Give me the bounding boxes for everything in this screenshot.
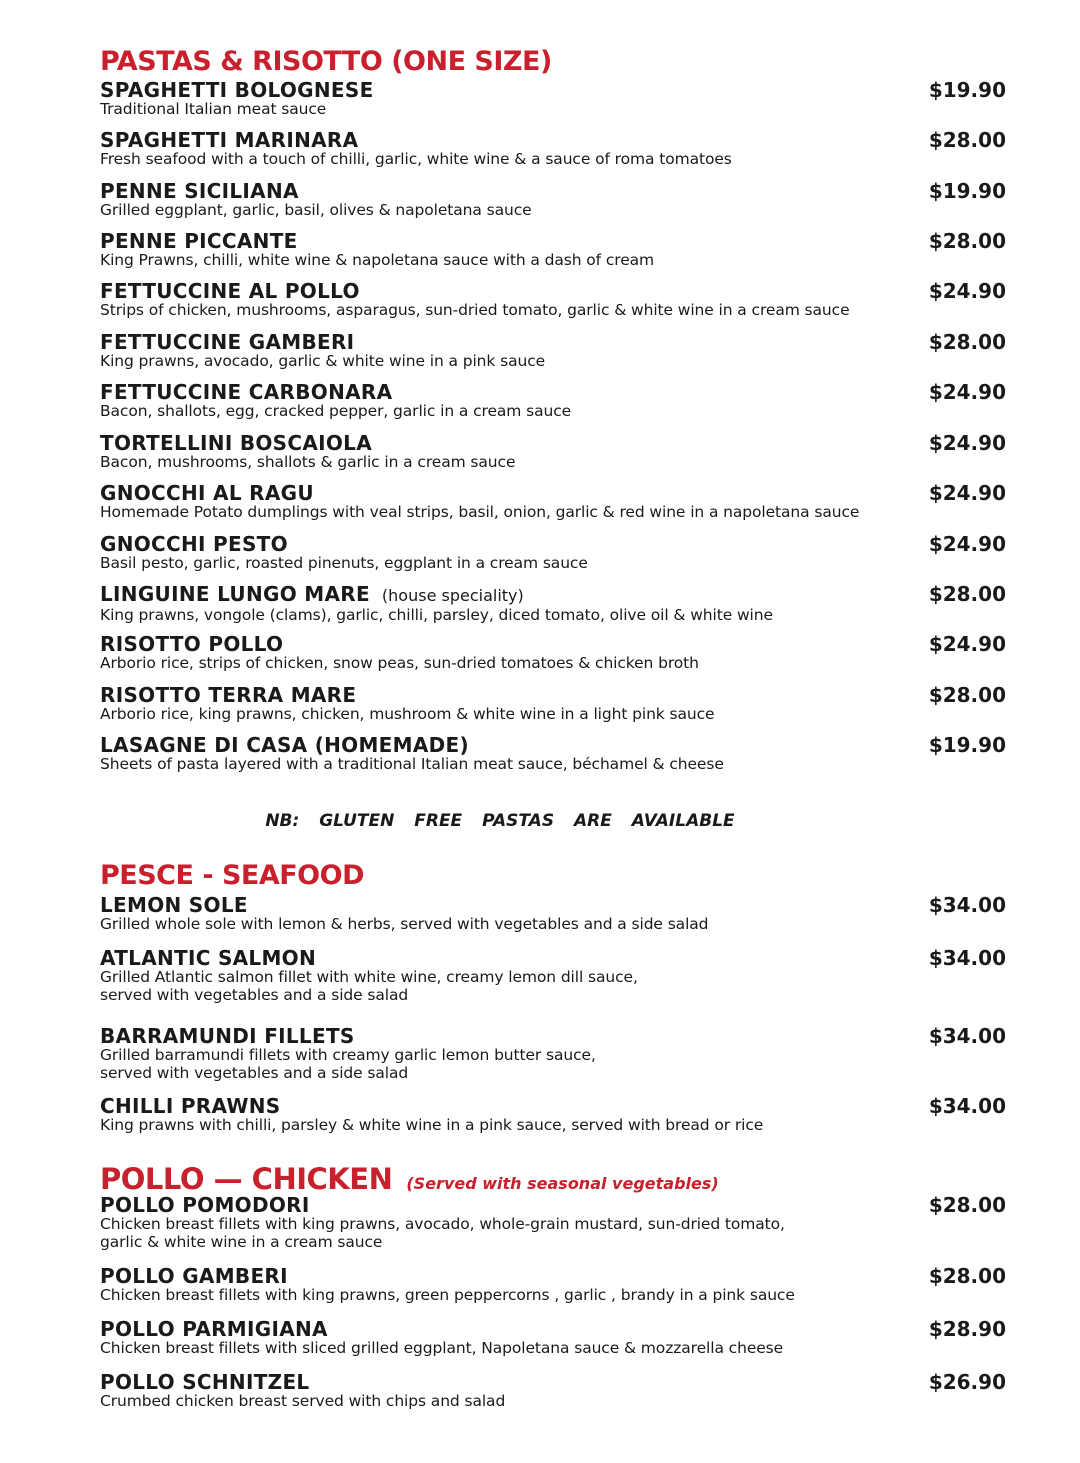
menu-item-name: [100, 332, 1010, 352]
menu-item-name-text: BARRAMUNDI FILLETS: [100, 1024, 355, 1048]
menu-item-name-text: LEMON SOLE: [100, 893, 248, 917]
menu-item-description: Arborio rice, strips of chicken, snow peas, sun-dried tomatoes & chicken broth: [100, 654, 699, 672]
menu-item-name: [100, 433, 1010, 453]
menu-item-name-text: FETTUCCINE GAMBERI: [100, 330, 355, 354]
menu-item: [100, 1266, 1010, 1304]
menu-item-price: $34.00: [928, 1024, 1006, 1048]
menu-item-price: $34.00: [928, 1094, 1006, 1118]
menu-item-description: garlic & white wine in a cream sauce: [100, 1233, 383, 1251]
menu-item: [100, 483, 1010, 521]
menu-item-name: [100, 231, 1010, 251]
menu-item-description: Fresh seafood with a touch of chilli, garlic, white wine & a sauce of roma tomatoes: [100, 150, 732, 168]
menu-item: [100, 948, 1010, 1004]
menu-item-price: $28.00: [928, 1264, 1006, 1288]
menu-item: [100, 231, 1010, 269]
menu-item: [100, 130, 1010, 168]
menu-item: [100, 382, 1010, 420]
seafood-section-title: PESCE - SEAFOOD: [100, 860, 364, 891]
menu-item-note: (house speciality): [381, 586, 524, 605]
menu-item-name: [100, 1096, 1010, 1116]
menu-item-price: $19.90: [928, 733, 1006, 757]
menu-item-price: $24.90: [928, 632, 1006, 656]
menu-item-name-text: POLLO POMODORI: [100, 1193, 310, 1217]
menu-item-price: $28.00: [928, 1193, 1006, 1217]
menu-item: [100, 634, 1010, 672]
menu-item-name: [100, 584, 1010, 606]
menu-item-description: King Prawns, chilli, white wine & napoletana sauce with a dash of cream: [100, 251, 655, 269]
menu-item-price: $24.90: [928, 481, 1006, 505]
menu-item-name: [100, 281, 1010, 301]
chicken-section-label: POLLO — CHICKEN: [100, 1162, 393, 1196]
menu-item-price: $19.90: [928, 78, 1006, 102]
menu-item-name-text: PENNE SICILIANA: [100, 179, 299, 203]
menu-item-description: King prawns, vongole (clams), garlic, chilli, parsley, diced tomato, olive oil & white wine: [100, 606, 773, 624]
menu-item-price: $28.00: [928, 582, 1006, 606]
menu-item-description: Basil pesto, garlic, roasted pinenuts, eggplant in a cream sauce: [100, 554, 588, 572]
menu-item: [100, 80, 1010, 118]
menu-item-price: $24.90: [928, 380, 1006, 404]
menu-item: [100, 534, 1010, 572]
menu-item-description: served with vegetables and a side salad: [100, 986, 409, 1004]
menu-item-name-text: RISOTTO TERRA MARE: [100, 683, 357, 707]
menu-item-name-text: RISOTTO POLLO: [100, 632, 284, 656]
menu-item: [100, 1319, 1010, 1357]
menu-item-description: Grilled Atlantic salmon fillet with white wine, creamy lemon dill sauce,: [100, 968, 638, 986]
menu-item-price: $26.90: [928, 1370, 1006, 1394]
menu-item-name-text: TORTELLINI BOSCAIOLA: [100, 431, 372, 455]
menu-item-name: [100, 1266, 1010, 1286]
menu-item-name: [100, 735, 1010, 755]
menu-item-name-text: FETTUCCINE CARBONARA: [100, 380, 393, 404]
menu-item: [100, 1026, 1010, 1082]
menu-item: [100, 584, 1010, 624]
menu-item-name-text: LASAGNE DI CASA (HOMEMADE): [100, 733, 469, 757]
menu-item: [100, 735, 1010, 773]
menu-item-description: served with vegetables and a side salad: [100, 1064, 409, 1082]
menu-item-description: Grilled eggplant, garlic, basil, olives & napoletana sauce: [100, 201, 532, 219]
menu-item-name-text: FETTUCCINE AL POLLO: [100, 279, 360, 303]
chicken-section-title: [100, 1162, 719, 1196]
menu-item-price: $34.00: [928, 946, 1006, 970]
menu-item-description: Chicken breast fillets with king prawns, green peppercorns , garlic , brandy in a pink sauce: [100, 1286, 795, 1304]
menu-item-name: [100, 483, 1010, 503]
menu-item: [100, 1372, 1010, 1410]
menu-item-description: Homemade Potato dumplings with veal strips, basil, onion, garlic & red wine in a napoletana sauce: [100, 503, 860, 521]
chicken-section-note: (Served with seasonal vegetables): [406, 1174, 719, 1193]
menu-item: [100, 433, 1010, 471]
menu-item-name-text: POLLO PARMIGIANA: [100, 1317, 328, 1341]
menu-item-name-text: SPAGHETTI MARINARA: [100, 128, 359, 152]
menu-item-name: [100, 685, 1010, 705]
menu-item-description: Crumbed chicken breast served with chips and salad: [100, 1392, 506, 1410]
menu-item-name-text: SPAGHETTI BOLOGNESE: [100, 78, 374, 102]
menu-item-name: [100, 130, 1010, 150]
menu-item-name: [100, 1026, 1010, 1046]
menu-item-name: [100, 1372, 1010, 1392]
menu-item-price: $24.90: [928, 431, 1006, 455]
menu-item: [100, 332, 1010, 370]
menu-item-price: $28.00: [928, 330, 1006, 354]
menu-item-name-text: POLLO GAMBERI: [100, 1264, 288, 1288]
gluten-free-notice: NB: GLUTEN FREE PASTAS ARE AVAILABLE: [265, 811, 735, 831]
menu-item-name-text: PENNE PICCANTE: [100, 229, 298, 253]
menu-item-name: [100, 382, 1010, 402]
menu-item-name: [100, 1319, 1010, 1339]
menu-item-description: King prawns, avocado, garlic & white wine in a pink sauce: [100, 352, 546, 370]
menu-item-price: $24.90: [928, 532, 1006, 556]
menu-item-price: $28.90: [928, 1317, 1006, 1341]
menu-item-name: [100, 1195, 1010, 1215]
menu-item: [100, 1195, 1010, 1251]
menu-item-description: Arborio rice, king prawns, chicken, mushroom & white wine in a light pink sauce: [100, 705, 715, 723]
menu-item-name-text: CHILLI PRAWNS: [100, 1094, 281, 1118]
menu-item: [100, 281, 1010, 319]
menu-item-price: $19.90: [928, 179, 1006, 203]
menu-item-description: Grilled barramundi fillets with creamy garlic lemon butter sauce,: [100, 1046, 596, 1064]
menu-item-price: $28.00: [928, 683, 1006, 707]
menu-item-price: $28.00: [928, 229, 1006, 253]
menu-item-price: $24.90: [928, 279, 1006, 303]
menu-item-name-text: LINGUINE LUNGO MARE: [100, 582, 370, 606]
menu-item-description: Sheets of pasta layered with a traditional Italian meat sauce, béchamel & cheese: [100, 755, 724, 773]
menu-item-description: Chicken breast fillets with king prawns, avocado, whole-grain mustard, sun-dried tomato,: [100, 1215, 785, 1233]
menu-item: [100, 1096, 1010, 1134]
menu-item-description: Chicken breast fillets with sliced grilled eggplant, Napoletana sauce & mozzarella cheese: [100, 1339, 784, 1357]
menu-item-description: Traditional Italian meat sauce: [100, 100, 327, 118]
menu-item: [100, 895, 1010, 933]
menu-item-description: Bacon, mushrooms, shallots & garlic in a cream sauce: [100, 453, 516, 471]
menu-item: [100, 181, 1010, 219]
menu-item-name: [100, 534, 1010, 554]
menu-item-name-text: POLLO SCHNITZEL: [100, 1370, 310, 1394]
menu-item: [100, 685, 1010, 723]
menu-item-name: [100, 80, 1010, 100]
menu-item-name: [100, 895, 1010, 915]
menu-item-name: [100, 634, 1010, 654]
menu-item-description: Grilled whole sole with lemon & herbs, served with vegetables and a side salad: [100, 915, 709, 933]
menu-item-name: [100, 181, 1010, 201]
menu-item-description: Bacon, shallots, egg, cracked pepper, garlic in a cream sauce: [100, 402, 572, 420]
menu-item-name-text: GNOCCHI AL RAGU: [100, 481, 314, 505]
menu-item-description: Strips of chicken, mushrooms, asparagus, sun-dried tomato, garlic & white wine in a cream sauce: [100, 301, 850, 319]
pastas-section-title: PASTAS & RISOTTO (ONE SIZE): [100, 46, 552, 77]
menu-item-name-text: ATLANTIC SALMON: [100, 946, 317, 970]
menu-item-description: King prawns with chilli, parsley & white wine in a pink sauce, served with bread or rice: [100, 1116, 764, 1134]
menu-item-name: [100, 948, 1010, 968]
menu-item-name-text: GNOCCHI PESTO: [100, 532, 288, 556]
menu-item-price: $28.00: [928, 128, 1006, 152]
menu-item-price: $34.00: [928, 893, 1006, 917]
